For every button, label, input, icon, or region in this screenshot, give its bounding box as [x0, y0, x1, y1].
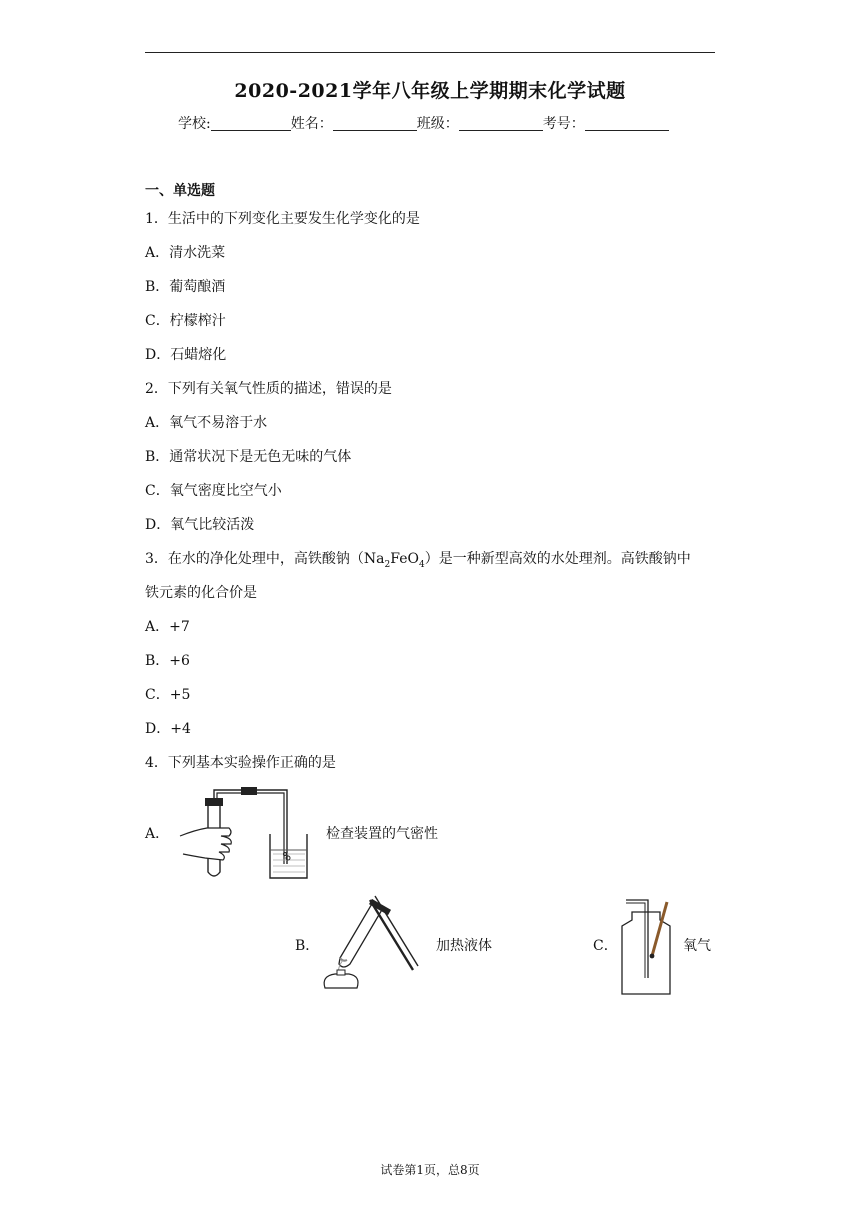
page-footer: 试卷第1页，总8页 [380, 1163, 480, 1177]
question-2-option-c: C．氧气密度比空气小 [145, 483, 282, 499]
q3-subscript-4: 4 [418, 559, 425, 570]
exam-no-blank[interactable] [585, 116, 669, 131]
question-1-option-d: D．石蜡熔化 [145, 347, 227, 363]
q3-subscript-2: 2 [384, 559, 391, 570]
q3-formula-mid: FeO [390, 551, 419, 567]
question-4-stem: 4．下列基本实验操作正确的是 [145, 755, 336, 771]
question-3-option-c: C．+5 [145, 687, 191, 703]
figure-c-caption: 氧气 [683, 938, 711, 954]
section-heading: 一、单选题 [145, 183, 215, 199]
figure-c-letter: C． [593, 938, 618, 954]
question-3-option-b: B．+6 [145, 653, 190, 669]
page-title: 2020-2021学年八年级上学期期末化学试题 [234, 80, 626, 102]
question-3-stem-line2: 铁元素的化合价是 [145, 585, 257, 601]
question-2-option-d: D．氧气比较活泼 [145, 517, 255, 533]
question-3-option-a: A．+7 [145, 619, 190, 635]
q3-suffix: ）是一种新型高效的水处理剂。高铁酸钠中 [424, 551, 691, 567]
name-blank[interactable] [333, 116, 417, 131]
question-2-option-a: A．氧气不易溶于水 [145, 415, 268, 431]
figure-a-letter: A． [145, 826, 170, 842]
question-3-stem-line1 [145, 548, 691, 570]
name-label: 姓名： [290, 116, 333, 132]
question-1-option-b: B．葡萄酿酒 [145, 279, 226, 295]
question-1-option-a: A．清水洗菜 [145, 245, 226, 261]
student-info-line [178, 113, 669, 133]
exam-no-label: 考号： [542, 116, 585, 132]
q3-prefix: 3．在水的净化处理中，高铁酸钠（Na [145, 551, 385, 567]
heating-liquid-figure [315, 890, 430, 1000]
figure-b-letter: B． [295, 938, 320, 954]
question-1-option-c: C．柠檬榨汁 [145, 313, 226, 329]
figure-a-caption: 检查装置的气密性 [326, 826, 438, 842]
header-rule [145, 52, 715, 53]
question-1-stem: 1．生活中的下列变化主要发生化学变化的是 [145, 211, 420, 227]
airtightness-check-figure [175, 784, 315, 884]
question-3-option-d: D．+4 [145, 721, 191, 737]
gas-bottle-figure [612, 890, 677, 1000]
question-2-stem: 2．下列有关氧气性质的描述，错误的是 [145, 381, 392, 397]
class-blank[interactable] [459, 116, 543, 131]
figure-b-caption: 加热液体 [436, 938, 492, 954]
class-label: 班级： [416, 116, 459, 132]
school-blank[interactable] [211, 116, 291, 131]
question-2-option-b: B．通常状况下是无色无味的气体 [145, 449, 352, 465]
school-label: 学校: [178, 116, 211, 132]
